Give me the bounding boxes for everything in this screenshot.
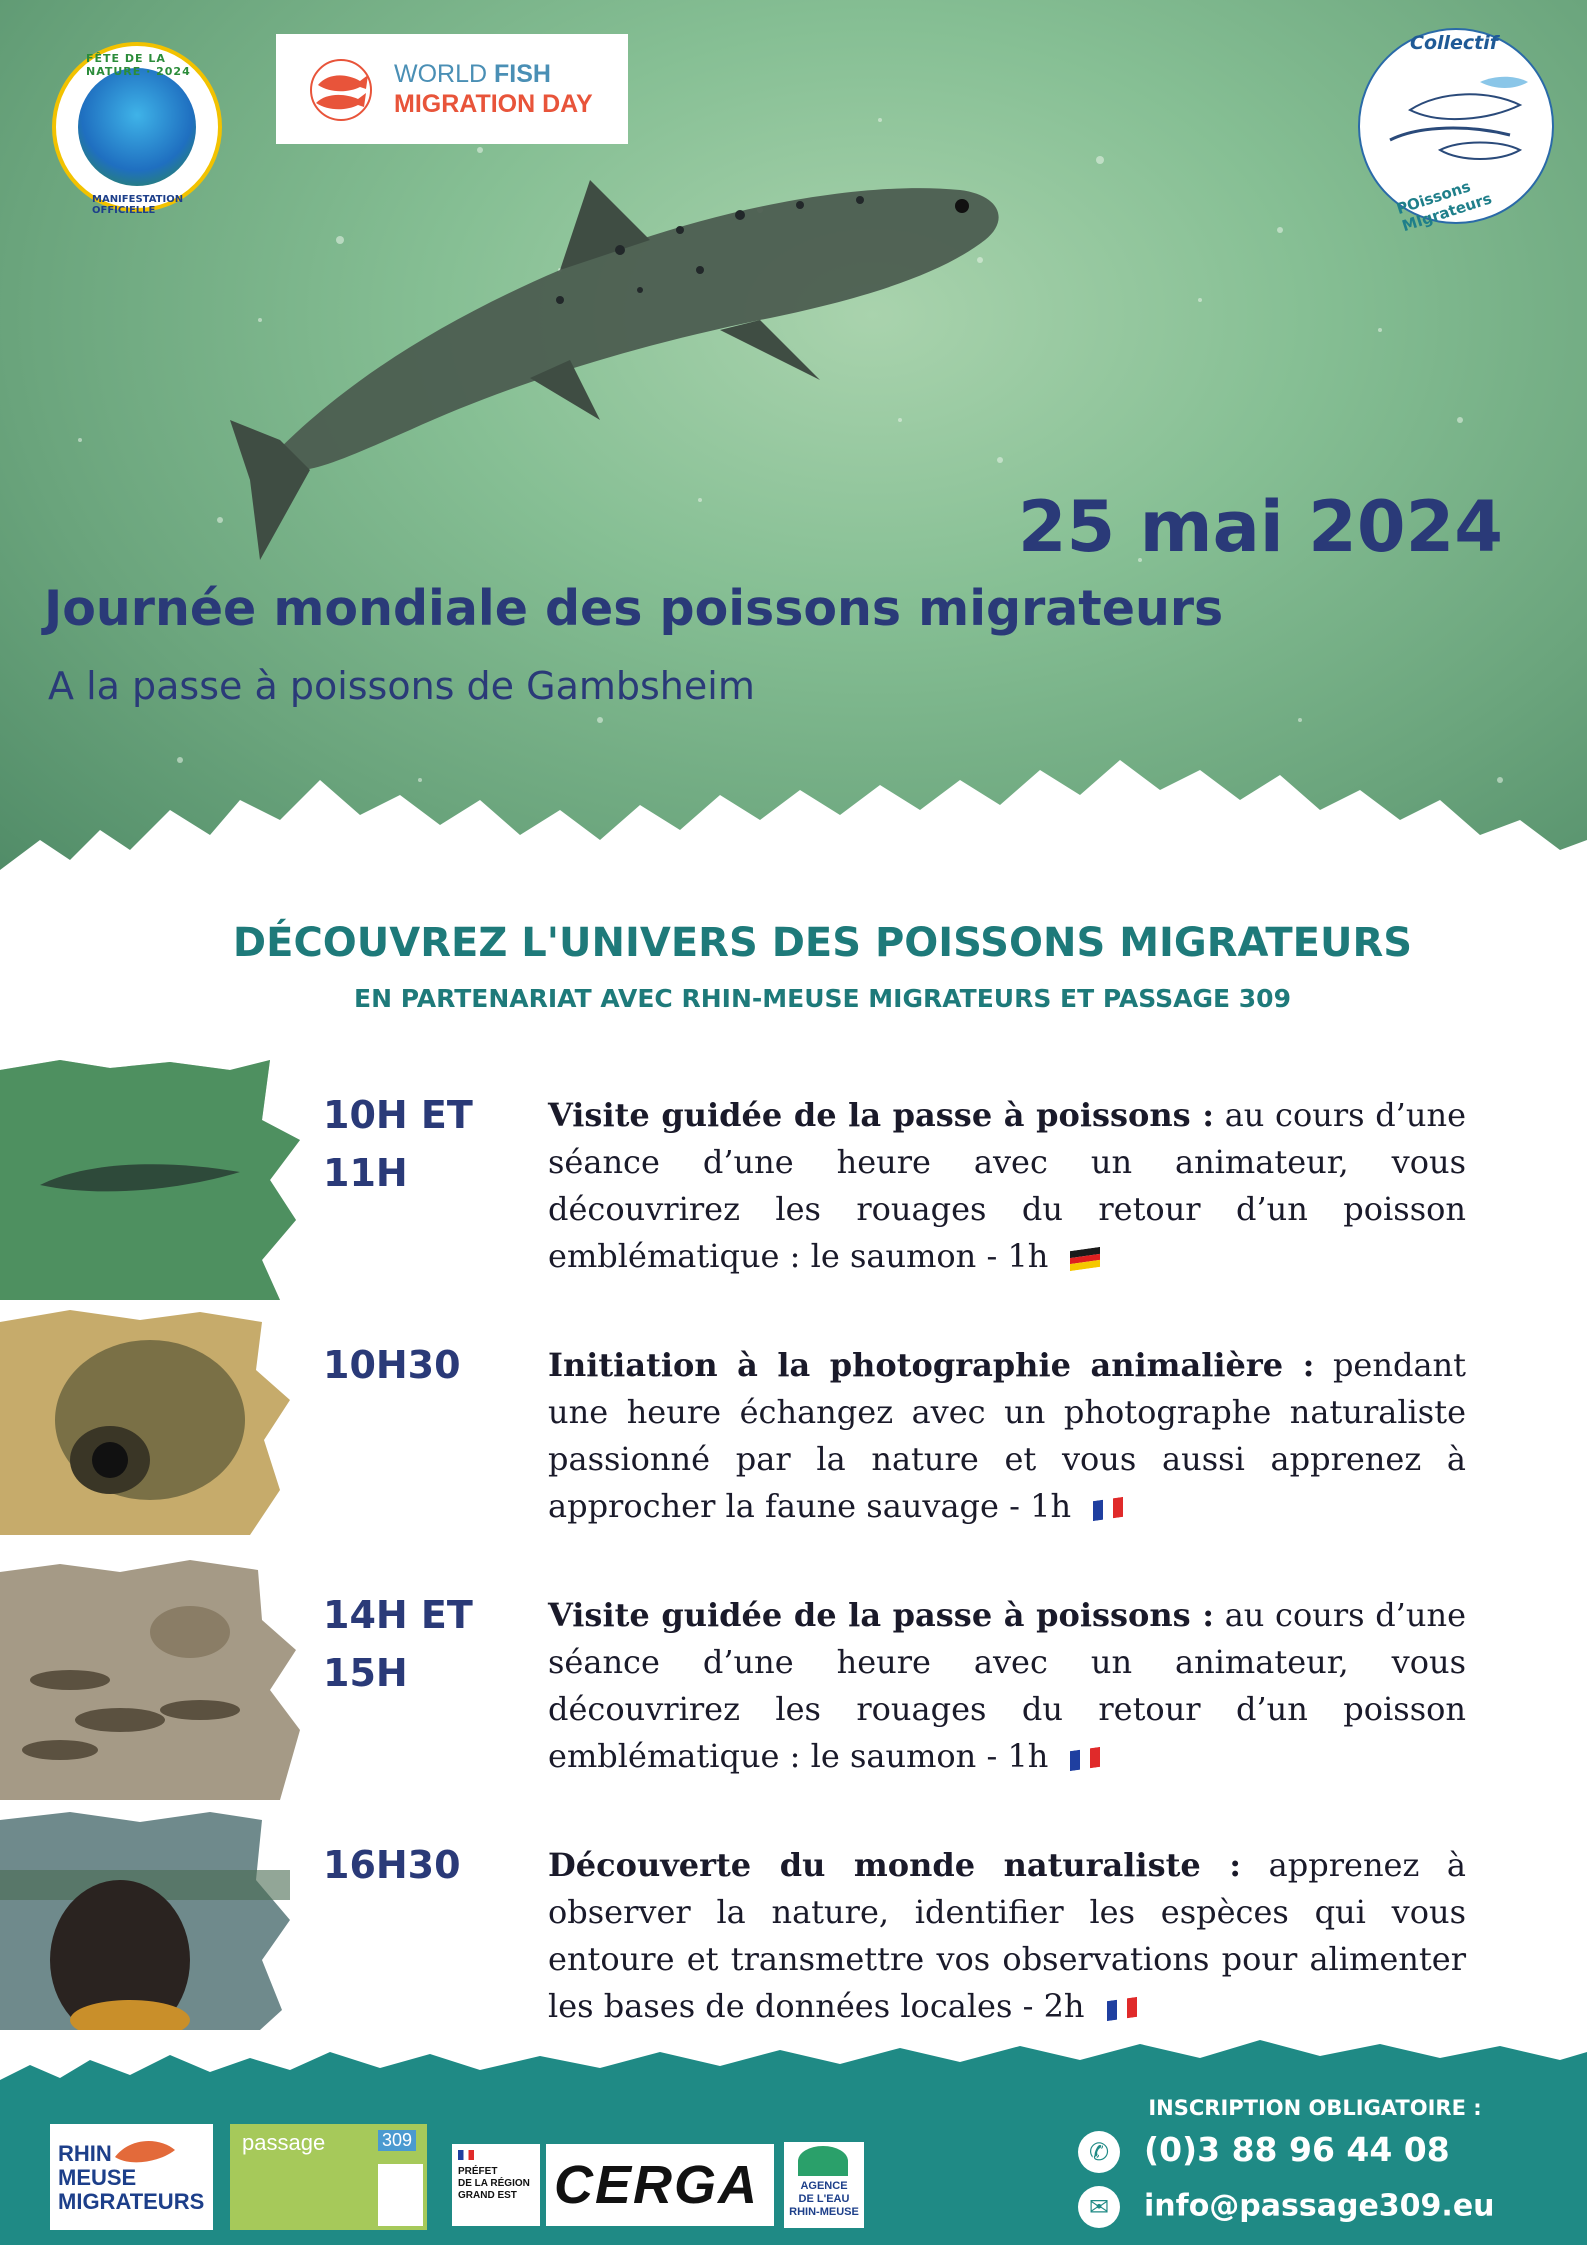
french-flag-icon bbox=[1070, 1747, 1100, 1771]
fish-drawing-icon bbox=[1380, 70, 1530, 170]
page-title: Journée mondiale des poissons migrateurs bbox=[44, 580, 1224, 637]
rhin-meuse-migrateurs-logo bbox=[50, 2124, 213, 2230]
french-flag-icon bbox=[1093, 1497, 1123, 1521]
event-text: pendant une heure échangez avec un photographe naturaliste passionné par la nature et vous aussi apprenez à approcher la faune sauvage - 1h bbox=[548, 1346, 1467, 1525]
poissons-migrateurs-text: POissons MIgrateurs bbox=[1394, 177, 1494, 236]
collectif-poissons-migrateurs-logo bbox=[1358, 28, 1554, 236]
collectif-text: Collectif bbox=[1410, 32, 1499, 54]
world-fish-migration-day-logo bbox=[276, 34, 628, 144]
cerga-text: CERGA bbox=[554, 2155, 760, 2215]
wfmd-line-1: WORLD FISH bbox=[394, 60, 551, 88]
earth-icon bbox=[78, 68, 196, 186]
event-description bbox=[548, 1842, 1466, 2030]
passage-number: 309 bbox=[378, 2130, 416, 2151]
mail-icon: ✉ bbox=[1078, 2186, 1120, 2228]
rmm-line-1: RHIN bbox=[58, 2141, 112, 2166]
event-title: Découverte du monde naturaliste : bbox=[548, 1846, 1242, 1884]
underwater-fish-photo bbox=[0, 1060, 300, 1300]
phone-number[interactable]: (0)3 88 96 44 08 bbox=[1144, 2130, 1450, 2169]
wildlife-photographer-photo bbox=[0, 1310, 300, 1535]
salmon-icon bbox=[110, 2132, 180, 2172]
prefet-grand-est-logo bbox=[452, 2144, 540, 2226]
agence-line-1: AGENCE bbox=[800, 2180, 848, 2192]
trout-image bbox=[230, 180, 999, 560]
event-text: au cours d’une séance d’une heure avec un animateur, vous découvrirez les rouages du retour d’un poisson emblématique : le saumon - 1h bbox=[548, 1096, 1467, 1275]
agence-de-leau-logo bbox=[784, 2142, 864, 2228]
passage-text: passage bbox=[242, 2130, 326, 2155]
hero-banner bbox=[0, 0, 1587, 900]
torn-paper-edge bbox=[0, 740, 1587, 900]
fete-logo-bottom-text: MANIFESTATION OFFICIELLE bbox=[92, 194, 184, 216]
cerga-logo bbox=[546, 2144, 774, 2226]
rmm-line-2: MEUSE bbox=[58, 2165, 137, 2190]
event-time: 10H ET 11H bbox=[323, 1093, 473, 1195]
fete-logo-top-text: FÊTE DE LA NATURE · 2024 bbox=[86, 52, 191, 78]
wfmd-line-2: MIGRATION DAY bbox=[394, 90, 593, 118]
event-date: 25 mai 2024 bbox=[1017, 486, 1503, 568]
phone-icon: ✆ bbox=[1078, 2131, 1120, 2173]
passage-emblem bbox=[378, 2164, 423, 2226]
location-subtitle: A la passe à poissons de Gambsheim bbox=[48, 664, 755, 708]
naturalist-binoculars-photo bbox=[0, 1810, 300, 2030]
event-title: Initiation à la photographie animalière : bbox=[548, 1346, 1315, 1384]
event-time: 14H ET 15H bbox=[323, 1593, 473, 1695]
event-time: 10H30 bbox=[323, 1343, 461, 1387]
event-title: Visite guidée de la passe à poissons : bbox=[548, 1096, 1215, 1134]
event-description bbox=[548, 1592, 1466, 1780]
partnership-line: EN PARTENARIAT AVEC RHIN-MEUSE MIGRATEURS ET PASSAGE 309 bbox=[354, 984, 1291, 1013]
prefet-line-3: GRAND EST bbox=[458, 2190, 517, 2201]
prefet-line-1: PRÉFET bbox=[458, 2166, 498, 2177]
email-address[interactable]: info@passage309.eu bbox=[1144, 2188, 1495, 2224]
phone-contact bbox=[1078, 2130, 1450, 2173]
prefet-line-2: DE LA RÉGION bbox=[458, 2178, 530, 2189]
event-description bbox=[548, 1092, 1466, 1280]
event-text: au cours d’une séance d’une heure avec un animateur, vous découvrirez les rouages du retour d’un poisson emblématique : le saumon - 1h bbox=[548, 1596, 1467, 1775]
event-title: Visite guidée de la passe à poissons : bbox=[548, 1596, 1215, 1634]
registration-label: INSCRIPTION OBLIGATOIRE : bbox=[1148, 2096, 1482, 2120]
rmm-line-3: MIGRATEURS bbox=[58, 2189, 205, 2214]
agence-line-2: DE L'EAU bbox=[798, 2193, 850, 2205]
email-contact bbox=[1078, 2186, 1495, 2228]
event-time: 16H30 bbox=[323, 1843, 461, 1887]
fete-de-la-nature-logo bbox=[52, 42, 222, 216]
red-fish-icon bbox=[306, 59, 376, 121]
french-flag-icon bbox=[1107, 1997, 1137, 2021]
event-text: apprenez à observer la nature, identifier les espèces qui vous entoure et transmettre vos observations pour alimenter les bases de données locales - 2h bbox=[548, 1846, 1467, 2025]
agence-line-3: RHIN-MEUSE bbox=[789, 2206, 859, 2218]
fish-pass-photo bbox=[0, 1560, 300, 1800]
event-description bbox=[548, 1342, 1466, 1530]
section-headline: DÉCOUVREZ L'UNIVERS DES POISSONS MIGRATEURS bbox=[232, 920, 1413, 966]
german-flag-icon bbox=[1070, 1247, 1100, 1271]
passage-309-logo bbox=[230, 2124, 427, 2230]
